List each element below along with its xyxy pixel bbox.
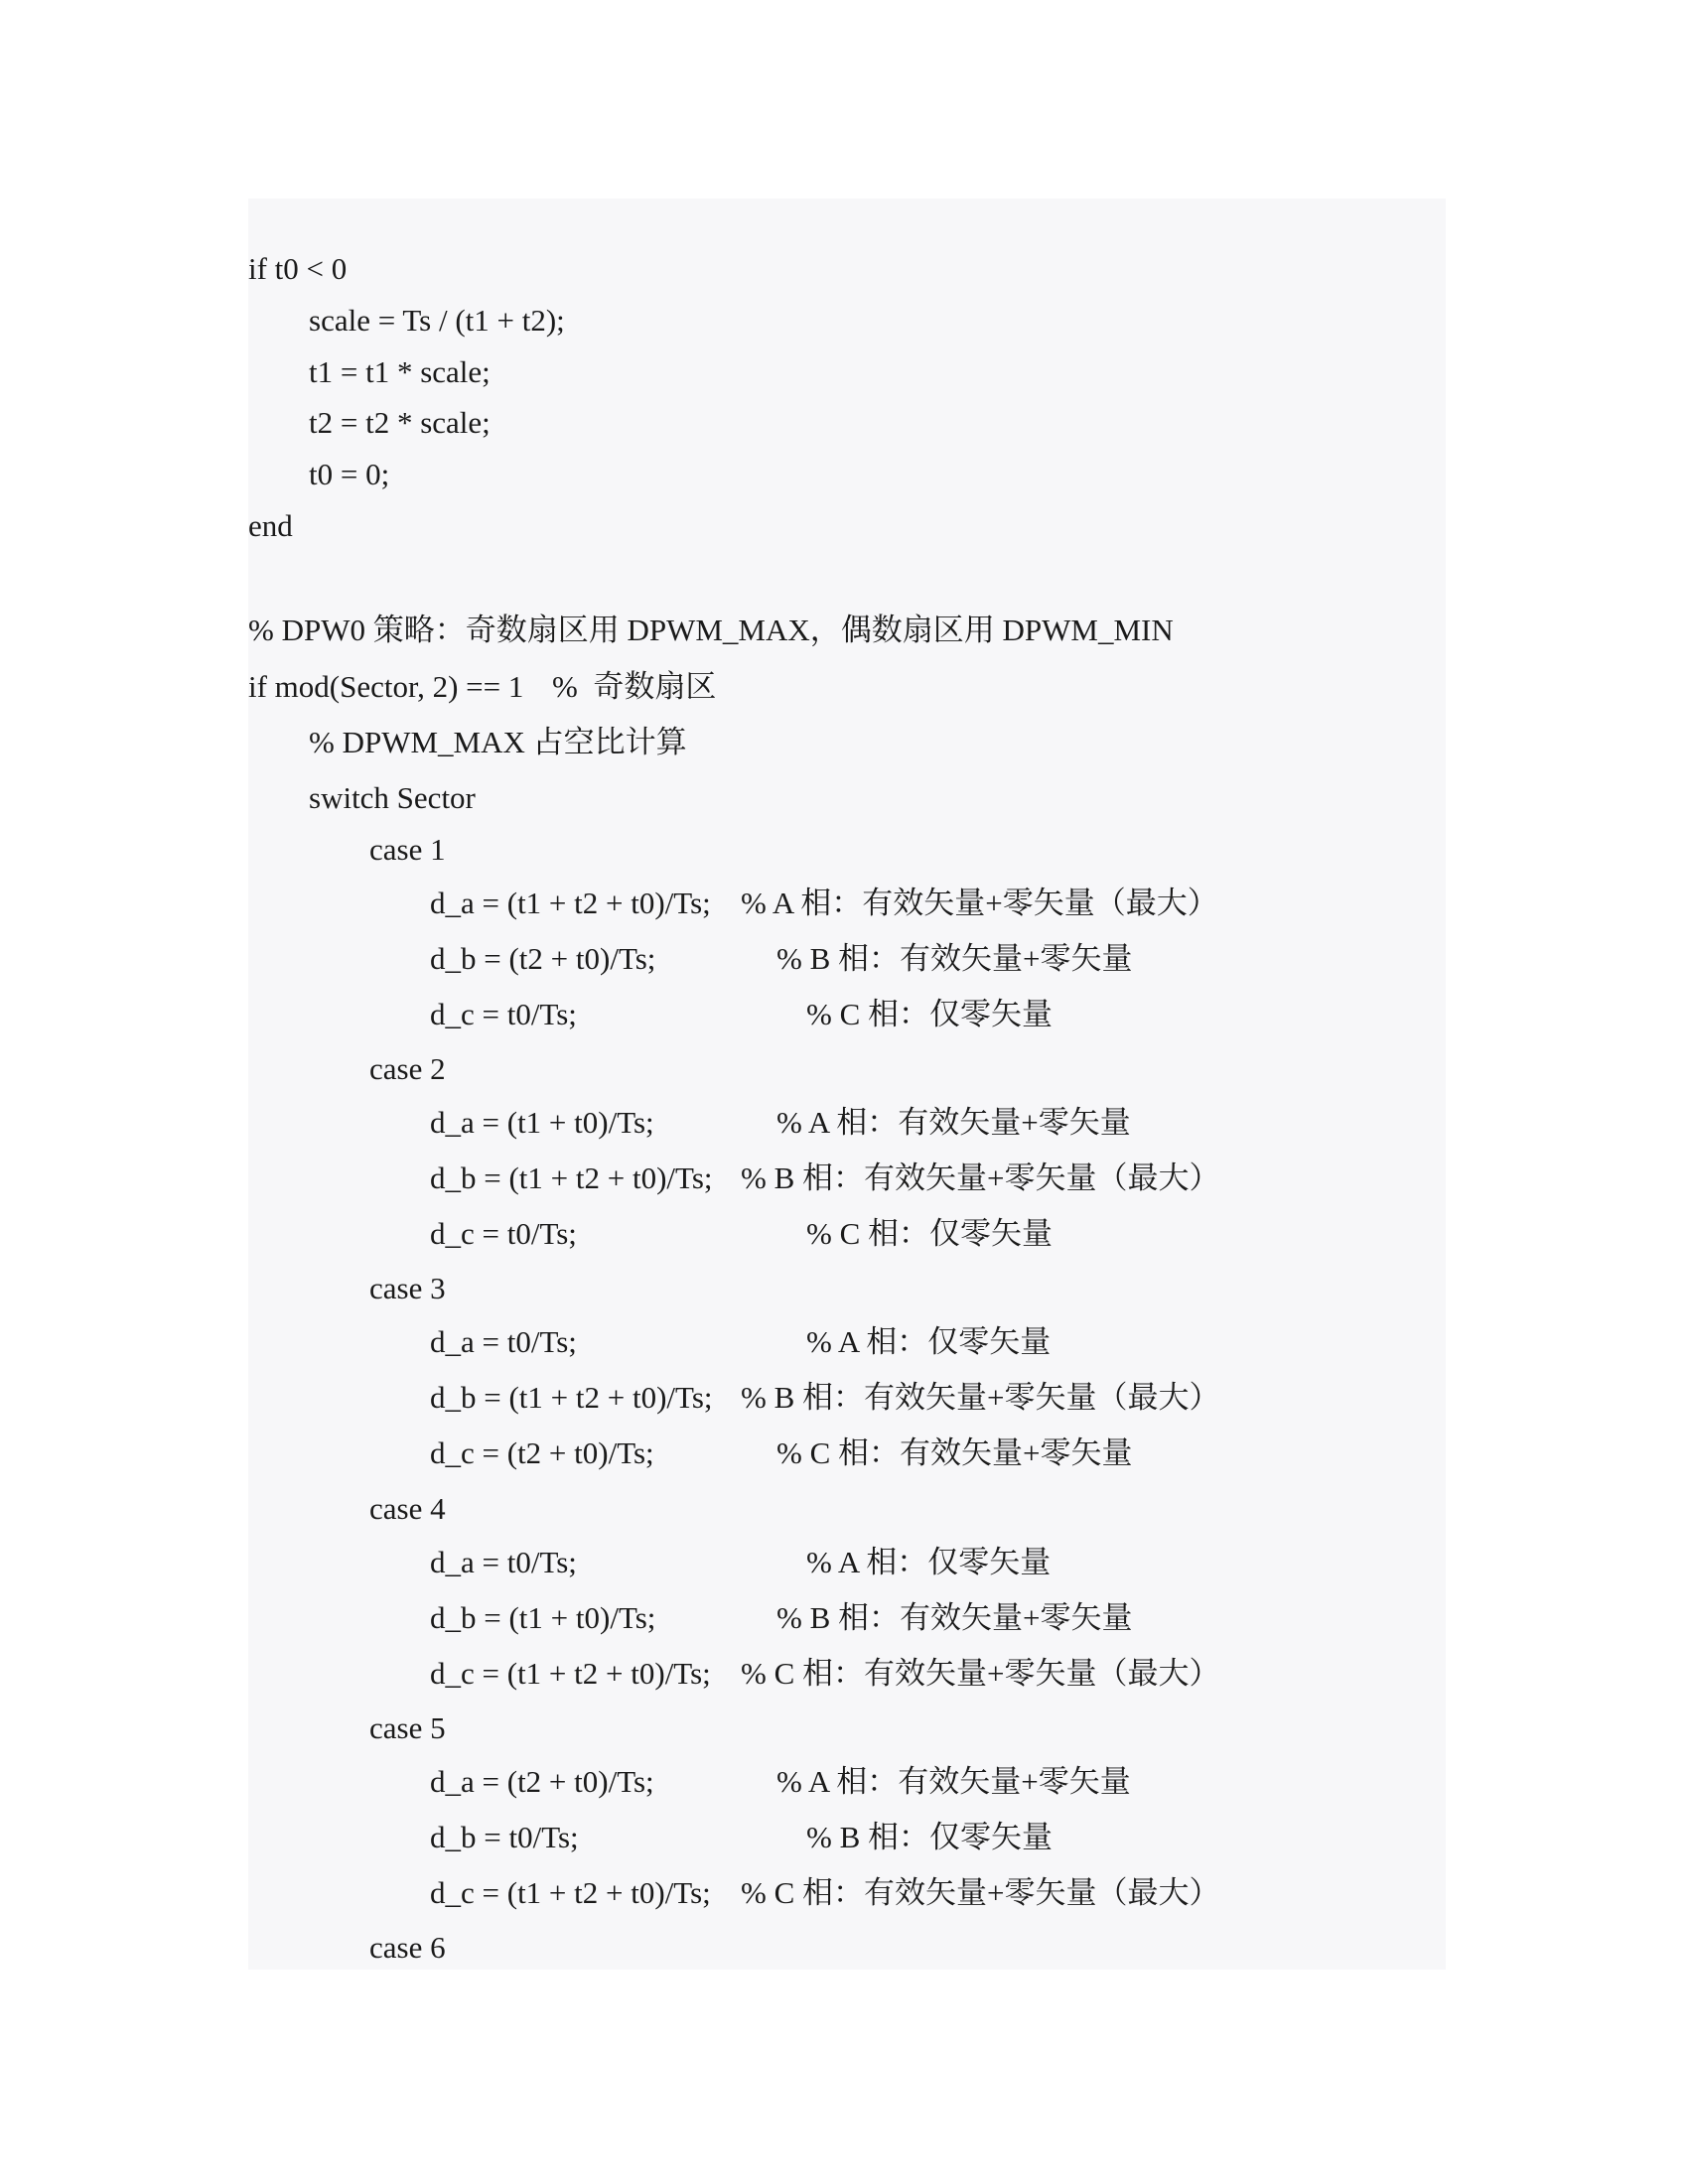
case-4-da-comment: % A 相：仅零矢量 (806, 1545, 1052, 1579)
code-line-end: end (248, 508, 293, 543)
code-comment-dpwm-max: % DPWM_MAX 占空比计算 (309, 725, 687, 759)
case-3-db: d_b = (t1 + t2 + t0)/Ts; (430, 1380, 713, 1415)
case-2-dc-comment: % C 相：仅零矢量 (806, 1216, 1053, 1251)
case-5-dc: d_c = (t1 + t2 + t0)/Ts; (430, 1875, 711, 1910)
code-line-t2: t2 = t2 * scale; (309, 405, 491, 440)
case-5-da: d_a = (t2 + t0)/Ts; (430, 1764, 654, 1799)
case-2-dc: d_c = t0/Ts; (430, 1216, 577, 1251)
case-3-label: case 3 (369, 1271, 446, 1305)
case-4-dc-comment: % C 相：有效矢量+零矢量（最大） (741, 1656, 1220, 1691)
case-2-label: case 2 (369, 1051, 446, 1086)
case-1-db-comment: % B 相：有效矢量+零矢量 (776, 941, 1133, 976)
case-5-label: case 5 (369, 1710, 446, 1745)
case-2-da-comment: % A 相：有效矢量+零矢量 (776, 1105, 1131, 1140)
case-2-db-comment: % B 相：有效矢量+零矢量（最大） (741, 1160, 1220, 1195)
case-2-da: d_a = (t1 + t0)/Ts; (430, 1105, 654, 1140)
case-5-dc-comment: % C 相：有效矢量+零矢量（最大） (741, 1875, 1220, 1910)
case-5-db: d_b = t0/Ts; (430, 1820, 579, 1854)
case-6-label: case 6 (369, 1930, 446, 1965)
code-line-scale: scale = Ts / (t1 + t2); (309, 303, 565, 338)
case-1-da-comment: % A 相：有效矢量+零矢量（最大） (741, 886, 1218, 920)
code-line-t0: t0 = 0; (309, 457, 390, 491)
case-1-dc: d_c = t0/Ts; (430, 997, 577, 1031)
code-comment-odd-sector: % 奇数扇区 (552, 669, 717, 704)
case-4-dc: d_c = (t1 + t2 + t0)/Ts; (430, 1656, 711, 1691)
case-3-da-comment: % A 相：仅零矢量 (806, 1324, 1052, 1359)
case-3-dc-comment: % C 相：有效矢量+零矢量 (776, 1435, 1133, 1470)
case-3-da: d_a = t0/Ts; (430, 1324, 577, 1359)
code-line-if-mod: if mod(Sector, 2) == 1 (248, 669, 524, 704)
case-4-da: d_a = t0/Ts; (430, 1545, 577, 1579)
case-5-db-comment: % B 相：仅零矢量 (806, 1820, 1053, 1854)
case-3-db-comment: % B 相：有效矢量+零矢量（最大） (741, 1380, 1220, 1415)
case-4-label: case 4 (369, 1491, 446, 1526)
case-1-dc-comment: % C 相：仅零矢量 (806, 997, 1053, 1031)
code-line-switch: switch Sector (309, 780, 476, 815)
case-1-db: d_b = (t2 + t0)/Ts; (430, 941, 656, 976)
case-5-da-comment: % A 相：有效矢量+零矢量 (776, 1764, 1131, 1799)
case-2-db: d_b = (t1 + t2 + t0)/Ts; (430, 1160, 713, 1195)
case-4-db-comment: % B 相：有效矢量+零矢量 (776, 1600, 1133, 1635)
case-3-dc: d_c = (t2 + t0)/Ts; (430, 1435, 654, 1470)
case-1-da: d_a = (t1 + t2 + t0)/Ts; (430, 886, 711, 920)
code-line-t1: t1 = t1 * scale; (309, 354, 491, 389)
case-4-db: d_b = (t1 + t0)/Ts; (430, 1600, 656, 1635)
code-line-if-t0: if t0 < 0 (248, 251, 348, 286)
case-1-label: case 1 (369, 832, 446, 867)
code-comment-strategy: % DPW0 策略：奇数扇区用 DPWM_MAX，偶数扇区用 DPWM_MIN (248, 613, 1174, 647)
